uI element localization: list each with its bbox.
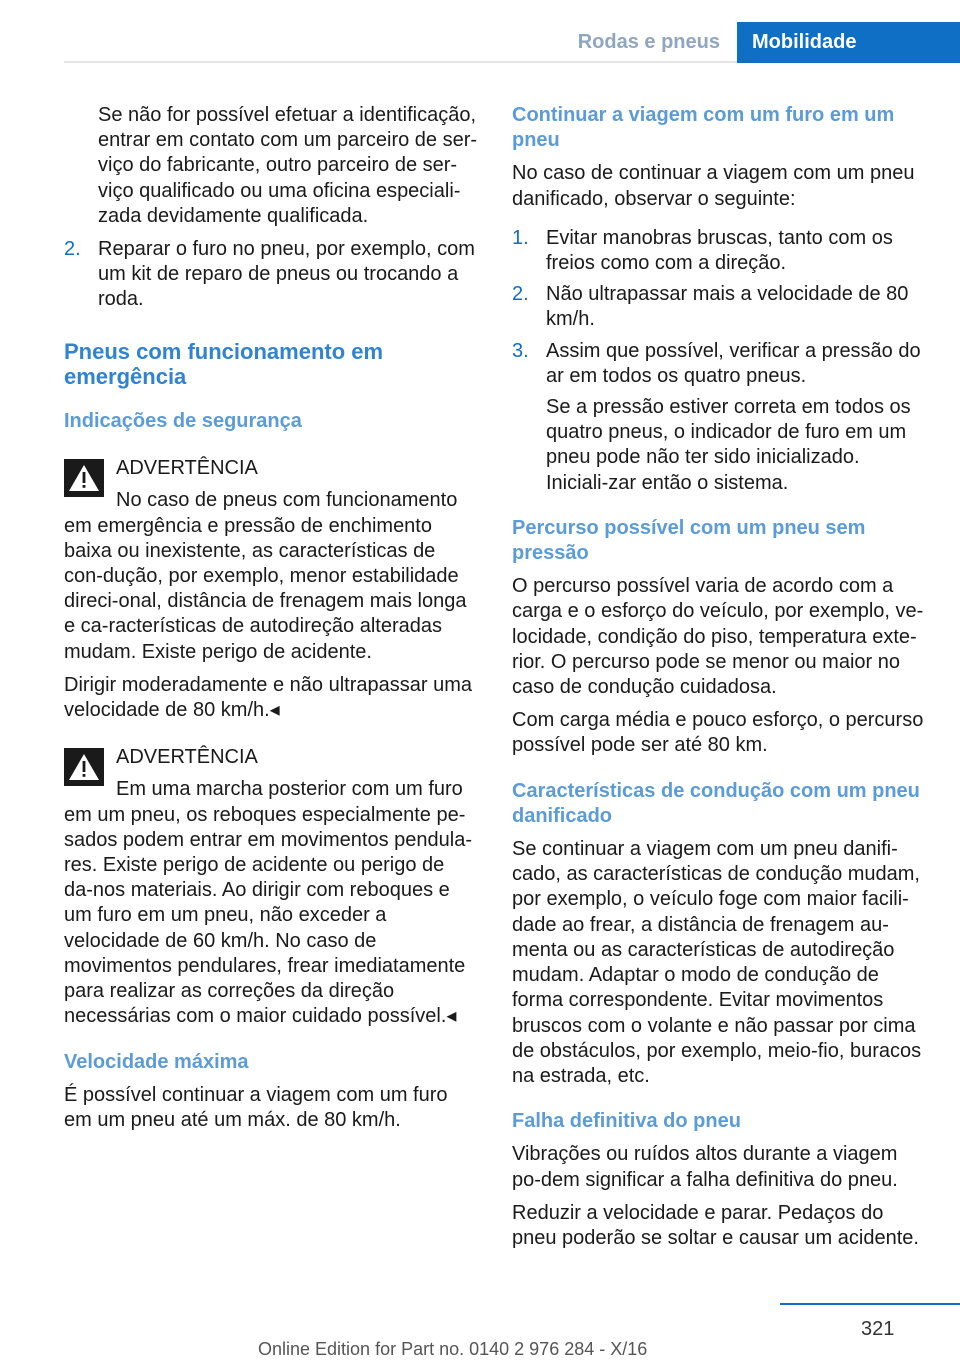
- edition-note: Online Edition for Part no. 0140 2 976 284 - X/16: [258, 1339, 648, 1359]
- right-column: [512, 103, 926, 1259]
- heading-percurso-possivel: Percurso possível com um pneu sem pressão: [512, 516, 866, 565]
- list-item: [512, 226, 926, 276]
- steps-list: [512, 226, 926, 496]
- header-section-title: Rodas e pneus: [577, 31, 720, 53]
- caracteristicas-paragraph: Se continuar a viagem com um pneu danifi-cado, as características de condução mudam, por exemplo, o veículo foge com maior facili-dade ao frear, a distância de frenagem au-menta ou as características de autodireção mudam. Adaptar o modo de condução de forma correspondente. Evitar movimentos bruscos com o volante e não passar por cima de obstáculos, por exemplo, meio-fio, buracos na estrada, etc.: [512, 838, 922, 1087]
- list-item: [64, 237, 478, 313]
- left-column: [64, 103, 478, 1141]
- list-number: 1.: [512, 226, 529, 249]
- velocidade-paragraph: É possível continuar a viagem com um furo em um pneu até um máx. de 80 km/h.: [64, 1083, 448, 1131]
- heading-continuar-viagem: Continuar a viagem com um furo em um pneu: [512, 104, 895, 152]
- warning-text-2: Dirigir moderadamente e não ultrapassar uma velocidade de 80 km/h.◂: [64, 673, 472, 722]
- list-item: [512, 339, 926, 496]
- warning-block: [64, 456, 478, 723]
- list-item-subtext: Se a pressão estiver correta em todos os quatro pneus, o indicador de furo em um pneu pode não ter sido inicializado. Iniciali-zar então o sistema.: [546, 396, 911, 494]
- warning-label: ADVERTÊNCIA: [116, 746, 258, 769]
- warning-block: [64, 745, 478, 1029]
- warning-text: No caso de pneus com funcionamento em emergência e pressão de enchimento baixa ou inexistente, as características de con-dução, por exemplo, menor estabilidade direci-onal, distância de frenagem mais longa e ca-racterísticas de autodireção alteradas mudam. Existe perigo de acidente.: [64, 489, 467, 663]
- page-number: 321: [861, 1318, 895, 1340]
- falha-paragraph: Vibrações ou ruídos altos durante a viagem po-dem significar a falha definitiva do pneu.: [512, 1143, 898, 1191]
- percurso-paragraph-2: Com carga média e pouco esforço, o percurso possível pode ser até 80 km.: [512, 709, 924, 757]
- list-item-text: Não ultrapassar mais a velocidade de 80 km/h.: [546, 283, 909, 331]
- warning-text: Em uma marcha posterior com um furo em um pneu, os reboques especialmente pe-sados podem entrar em movimentos pendula-res. Existe perigo de acidente ou perigo de da-nos materiais. Ao dirigir com reboques e um furo em um pneu, não exceder a velocidade de 60 km/h. No caso de movimentos pendulares, frear imediatamente para realizar as correções da direção necessárias com o maior cuidado possível.◂: [64, 778, 472, 1028]
- continuar-intro: No caso de continuar a viagem com um pneu danificado, observar o seguinte:: [512, 162, 915, 210]
- header-chapter-tab: Mobilidade: [737, 22, 960, 63]
- list-item-text: Reparar o furo no pneu, por exemplo, com um kit de reparo de pneus ou trocando a roda.: [98, 238, 475, 311]
- continued-list-paragraph: Se não for possível efetuar a identificação, entrar em contato com um parceiro de ser-viço do fabricante, outro parceiro de ser-viço qualificado ou uma oficina especiali-zada devidamente qualificada.: [98, 104, 478, 227]
- footer-rule: [780, 1303, 960, 1305]
- list-item: [512, 282, 926, 332]
- warning-triangle-icon: [64, 748, 104, 786]
- heading-falha-definitiva: Falha definitiva do pneu: [512, 1110, 741, 1133]
- list-number: 2.: [64, 238, 81, 261]
- heading-indicacoes-seguranca: Indicações de segurança: [64, 410, 302, 433]
- heading-pneus-emergencia: Pneus com funcionamento em emergência: [64, 338, 384, 389]
- list-item-text: Evitar manobras bruscas, tanto com os freios como com a direção.: [546, 226, 893, 275]
- warning-triangle-icon: [64, 459, 104, 497]
- list-number: 2.: [512, 283, 529, 306]
- warning-label: ADVERTÊNCIA: [116, 457, 258, 480]
- list-item-text: Assim que possível, verificar a pressão do ar em todos os quatro pneus.: [546, 339, 921, 387]
- heading-caracteristicas-conducao: Características de condução com um pneu danificado: [512, 779, 920, 827]
- percurso-paragraph: O percurso possível varia de acordo com a carga e o esforço do veículo, por exemplo, ve-locidade, condição do piso, temperatura exte-rior. O percurso pode se menor ou maior no caso de condução cuidadosa.: [512, 575, 924, 699]
- list-number: 3.: [512, 339, 529, 362]
- falha-paragraph-2: Reduzir a velocidade e parar. Pedaços do pneu poderão se soltar e causar um acidente.: [512, 1201, 919, 1249]
- heading-velocidade-maxima: Velocidade máxima: [64, 1050, 249, 1073]
